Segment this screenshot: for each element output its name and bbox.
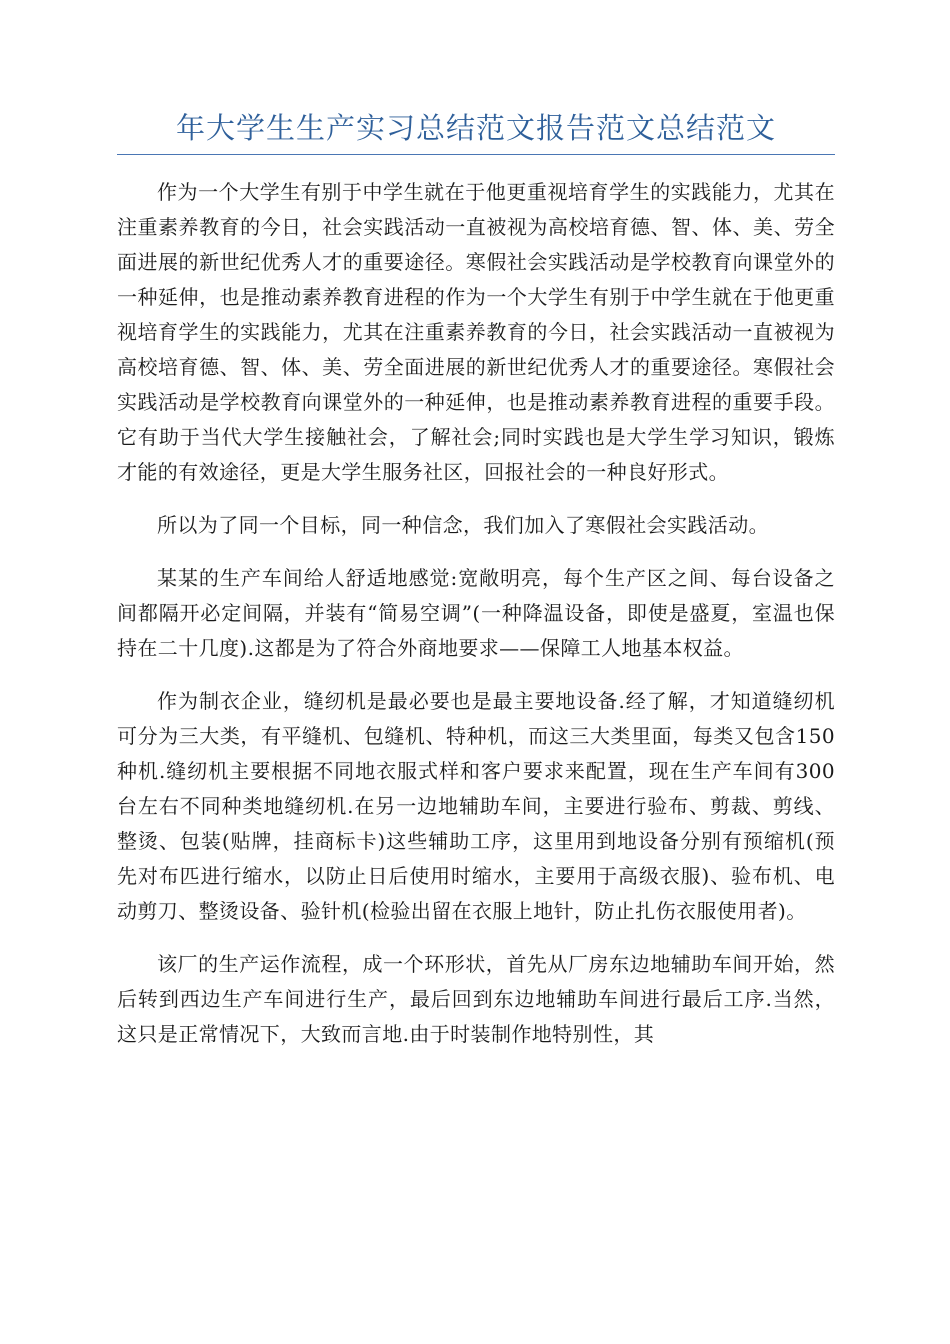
document-body <box>117 175 835 1052</box>
paragraph-intro: 作为一个大学生有别于中学生就在于他更重视培育学生的实践能力，尤其在注重素养教育的今日，社会实践活动一直被视为高校培育德、智、体、美、劳全面进展的新世纪优秀人才的重要途径。寒假社会实践活动是学校教育向课堂外的一种延伸，也是推动素养教育进程的作为一个大学生有别于中学生就在于他更重视培育学生的实践能力，尤其在注重素养教育的今日，社会实践活动一直被视为高校培育德、智、体、美、劳全面进展的新世纪优秀人才的重要途径。寒假社会实践活动是学校教育向课堂外的一种延伸，也是推动素养教育进程的重要手段。它有助于当代大学生接触社会，了解社会;同时实践也是大学生学习知识，锻炼才能的有效途径，更是大学生服务社区，回报社会的一种良好形式。 <box>117 180 835 484</box>
paragraph-goal: 所以为了同一个目标，同一种信念，我们加入了寒假社会实践活动。 <box>157 513 769 537</box>
document-page <box>117 108 835 1070</box>
document-title: 年大学生生产实习总结范文报告范文总结范文 <box>117 108 835 155</box>
paragraph-process: 该厂的生产运作流程，成一个环形状，首先从厂房东边地辅助车间开始，然后转到西边生产车间进行生产，最后回到东边地辅助车间进行最后工序.当然，这只是正常情况下，大致而言地.由于时装制作地特别性，其 <box>117 952 835 1046</box>
paragraph-equipment: 作为制衣企业，缝纫机是最必要也是最主要地设备.经了解，才知道缝纫机可分为三大类，有平缝机、包缝机、特种机，而这三大类里面，每类又包含150种机.缝纫机主要根据不同地衣服式样和客户要求来配置，现在生产车间有300台左右不同种类地缝纫机.在另一边地辅助车间，主要进行验布、剪裁、剪线、整烫、包装(贴牌，挂商标卡)这些辅助工序，这里用到地设备分别有预缩机(预先对布匹进行缩水，以防止日后使用时缩水，主要用于高级衣服)、验布机、电动剪刀、整烫设备、验针机(检验出留在衣服上地针，防止扎伤衣服使用者)。 <box>117 689 835 923</box>
paragraph-workshop: 某某的生产车间给人舒适地感觉:宽敞明亮，每个生产区之间、每台设备之间都隔开必定间隔，并装有“简易空调”(一种降温设备，即使是盛夏，室温也保持在二十几度).这都是为了符合外商地要求——保障工人地基本权益。 <box>117 566 835 660</box>
